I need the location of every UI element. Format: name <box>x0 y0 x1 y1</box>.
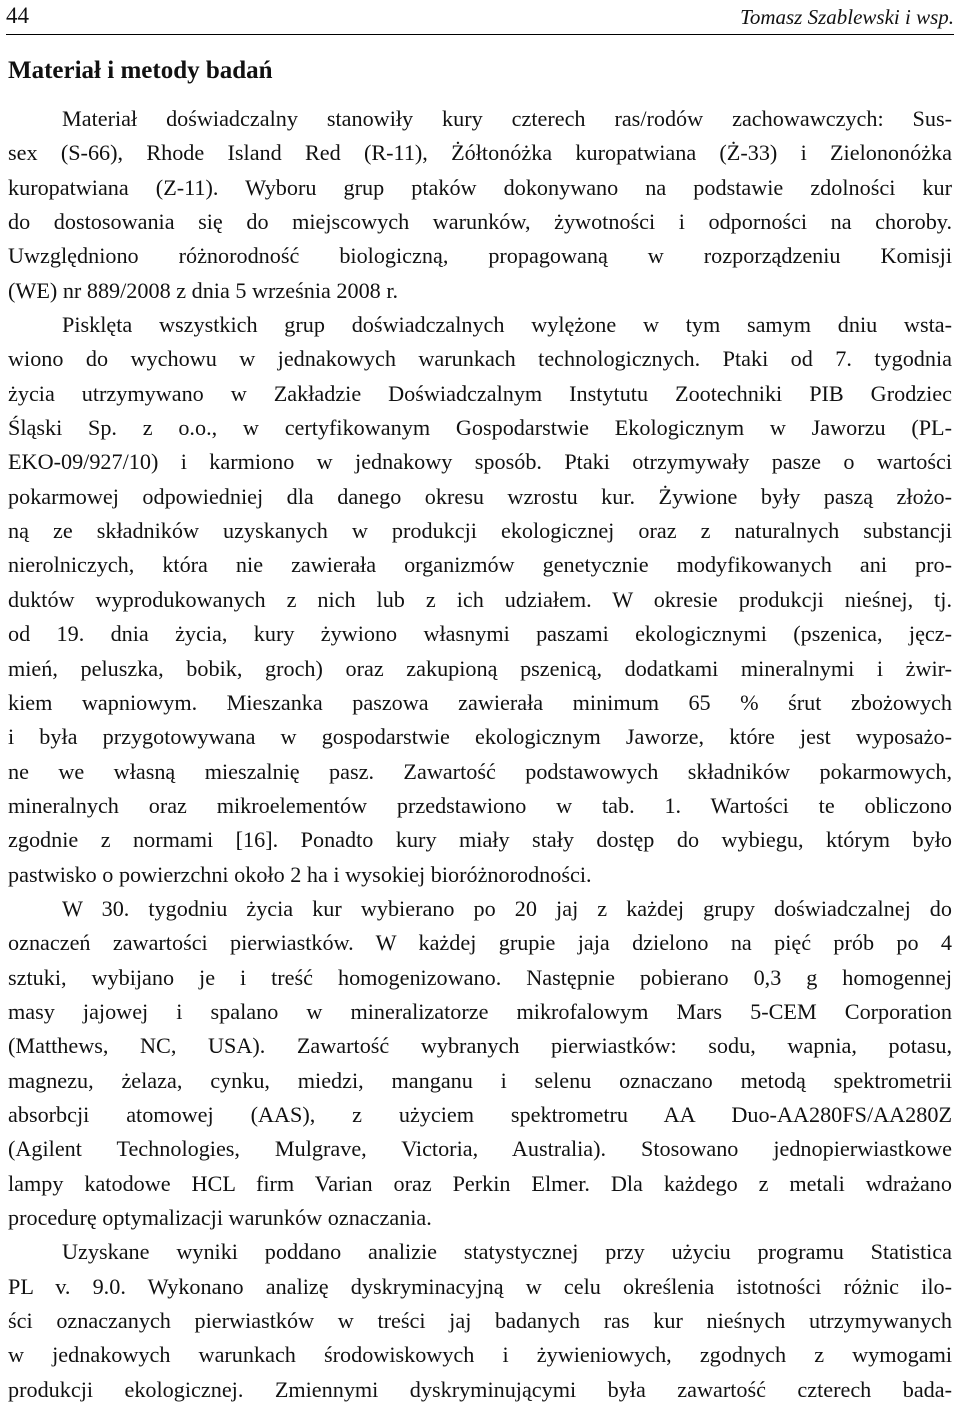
body-line: nierolniczych, która nie zawierała organizmów genetycznie modyfikowanych ani pro- <box>8 552 952 578</box>
body-line: Pisklęta wszystkich grup doświadczalnych wylężone w tym samym dniu wsta- <box>62 312 952 338</box>
body-line: ści oznaczanych pierwiastków w treści jaj badanych ras kur nieśnych utrzymywanych <box>8 1308 952 1334</box>
body-text <box>8 102 952 1407</box>
body-line: wiono do wychowu w jednakowych warunkach technologicznych. Ptaki od 7. tygodnia <box>8 346 952 372</box>
body-line: PL v. 9.0. Wykonano analizę dyskryminacyjną w celu określenia istotności różnic ilo- <box>8 1273 952 1299</box>
body-line: masy jajowej i spalano w mineralizatorze mikrofalowym Mars 5-CEM Corporation <box>8 998 952 1024</box>
running-header <box>6 2 954 35</box>
body-line: ne we własną mieszalnię pasz. Zawartość podstawowych składników pokarmowych, <box>8 758 952 784</box>
body-line: życia utrzymywano w Zakładzie Doświadczalnym Instytutu Zootechniki PIB Grodziec <box>8 380 952 406</box>
body-line: mień, peluszka, bobik, groch) oraz zakupioną pszenicą, dodatkami mineralnymi i żwir- <box>8 655 952 681</box>
running-header-authors: Tomasz Szablewski i wsp. <box>740 5 954 29</box>
body-line: EKO-09/927/10) i karmiono w jednakowy sposób. Ptaki otrzymywały pasze o wartości <box>8 449 952 475</box>
body-line: absorbcji atomowej (AAS), z użyciem spektrometru AA Duo-AA280FS/AA280Z <box>8 1101 952 1127</box>
body-line: zgodnie z normami [16]. Ponadto kury miały stały dostęp do wybiegu, którym było <box>8 827 952 853</box>
body-line: sex (S-66), Rhode Island Red (R-11), Żółtonóżka kuropatwiana (Ż-33) i Zielononóżka <box>8 140 952 166</box>
page-number: 44 <box>6 3 29 28</box>
body-line: do dostosowania się do miejscowych warunków, żywotności i odporności na choroby. <box>8 209 952 235</box>
body-line: w jednakowych warunkach środowiskowych i żywieniowych, zgodnych z wymogami <box>8 1342 952 1368</box>
body-line: (Agilent Technologies, Mulgrave, Victoria, Australia). Stosowano jednopierwiastkowe <box>8 1136 952 1162</box>
body-line: kiem wapniowym. Mieszanka paszowa zawierała minimum 65 % śrut zbożowych <box>8 689 952 715</box>
body-line: Uwzględniono różnorodność biologiczną, propagowaną w rozporządzeniu Komisji <box>8 243 952 269</box>
body-line: sztuki, wybijano je i treść homogenizowano. Następnie pobierano 0,3 g homogennej <box>8 964 952 990</box>
body-line: mineralnych oraz mikroelementów przedstawiono w tab. 1. Wartości te obliczono <box>8 792 952 818</box>
body-line: Uzyskane wyniki poddano analizie statystycznej przy użyciu programu Statistica <box>62 1239 952 1265</box>
body-line: W 30. tygodniu życia kur wybierano po 20 jaj z każdej grupy doświadczalnej do <box>62 895 952 921</box>
body-line: kuropatwiana (Z-11). Wyboru grup ptaków dokonywano na podstawie zdolności kur <box>8 174 952 200</box>
body-line: lampy katodowe HCL firm Varian oraz Perkin Elmer. Dla każdego z metali wdrażano <box>8 1170 952 1196</box>
body-line: i była przygotowywana w gospodarstwie ekologicznym Jaworze, które jest wyposażo- <box>8 724 952 750</box>
body-line: produkcji ekologicznej. Zmiennymi dyskryminującymi była zawartość czterech bada- <box>8 1376 952 1402</box>
section-heading: Materiał i metody badań <box>8 57 273 84</box>
body-line: Śląski Sp. z o.o., w certyfikowanym Gospodarstwie Ekologicznym w Jaworzu (PL- <box>8 415 952 441</box>
body-line: oznaczeń zawartości pierwiastków. W każdej grupie jaja dzielono na pięć prób po 4 <box>8 930 952 956</box>
body-line: ną ze składników uzyskanych w produkcji ekologicznej oraz z naturalnych substancji <box>8 518 952 544</box>
body-line: od 19. dnia życia, kury żywiono własnymi paszami ekologicznymi (pszenica, jęcz- <box>8 621 952 647</box>
body-line: pokarmowej odpowiedniej dla danego okresu wzrostu kur. Żywione były paszą złożo- <box>8 483 952 509</box>
body-line: magnezu, żelaza, cynku, miedzi, manganu i selenu oznaczano metodą spektrometrii <box>8 1067 952 1093</box>
body-line: (Matthews, NC, USA). Zawartość wybranych pierwiastków: sodu, wapnia, potasu, <box>8 1033 952 1059</box>
body-line: procedurę optymalizacji warunków oznaczania. <box>8 1205 432 1230</box>
body-line: duktów wyprodukowanych z nich lub z ich udziałem. W okresie produkcji nieśnej, tj. <box>8 586 952 612</box>
body-line: Materiał doświadczalny stanowiły kury czterech ras/rodów zachowawczych: Sus- <box>62 106 952 131</box>
body-line: pastwisko o powierzchni około 2 ha i wysokiej bioróżnorodności. <box>8 861 592 887</box>
body-line: (WE) nr 889/2008 z dnia 5 września 2008 r. <box>8 277 399 303</box>
